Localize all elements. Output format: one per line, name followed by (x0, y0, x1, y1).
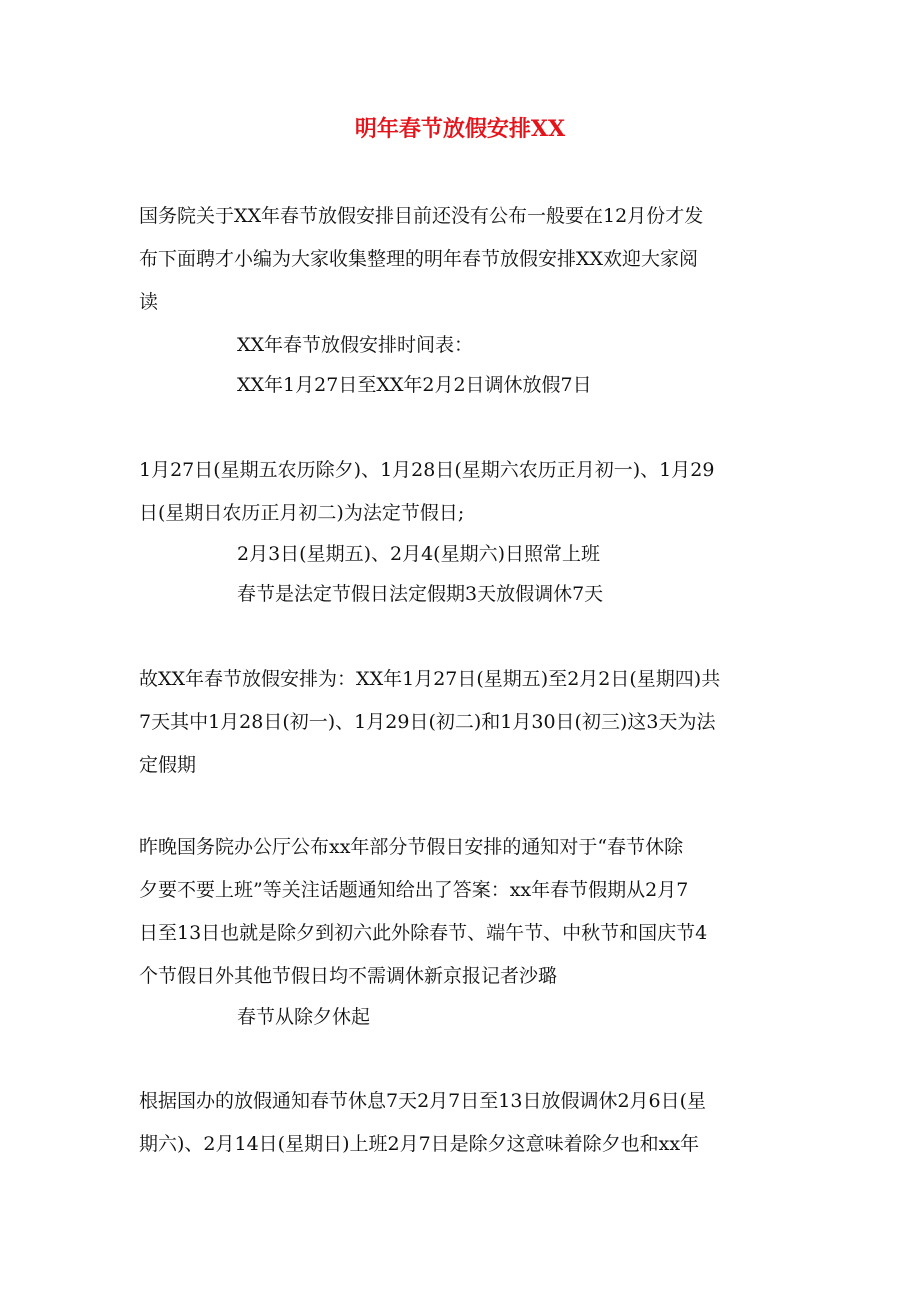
text-line: 国务院关于XX年春节放假安排目前还没有公布一般要在12月份才发 (139, 205, 704, 227)
workday-note: 2月3日(星期五)、2月4(星期六)日照常上班 (237, 543, 601, 565)
text-line: 7天其中1月28日(初一)、1月29日(初二)和1月30日(初三)这3天为法 (139, 711, 716, 733)
text-line: 日至13日也就是除夕到初六此外除春节、端午节、中秋节和国庆节4 (139, 922, 708, 944)
text-line: 根据国办的放假通知春节休息7天2月7日至13日放假调休2月6日(星 (139, 1090, 707, 1112)
subheading: 春节从除夕休起 (237, 1006, 371, 1028)
text-line: 个节假日外其他节假日均不需调休新京报记者沙璐 (139, 965, 558, 987)
text-line: 1月27日(星期五农历除夕)、1月28日(星期六农历正月初一)、1月29 (139, 459, 715, 481)
text-line: 昨晚国务院办公厅公布xx年部分节假日安排的通知对于“春节休除 (139, 836, 684, 858)
text-line: 日(星期日农历正月初二)为法定节假日; (139, 502, 465, 524)
text-line: 期六)、2月14日(星期日)上班2月7日是除夕这意味着除夕也和xx年 (139, 1133, 700, 1155)
text-line: 定假期 (139, 754, 197, 776)
legal-days-note: 春节是法定节假日法定假期3天放假调休7天 (237, 583, 604, 605)
schedule-heading: XX年春节放假安排时间表： (237, 334, 474, 356)
text-line: 故XX年春节放假安排为：XX年1月27日(星期五)至2月2日(星期四)共 (139, 668, 721, 690)
text-line: 夕要不要上班”等关注话题通知给出了答案：xx年春节假期从2月7 (139, 879, 689, 901)
document-title: 明年春节放假安排XX (354, 116, 566, 142)
text-line: 读 (139, 291, 159, 313)
text-line: 布下面聘才小编为大家收集整理的明年春节放假安排XX欢迎大家阅 (139, 248, 699, 270)
schedule-range: XX年1月27日至XX年2月2日调休放假7日 (237, 374, 592, 396)
